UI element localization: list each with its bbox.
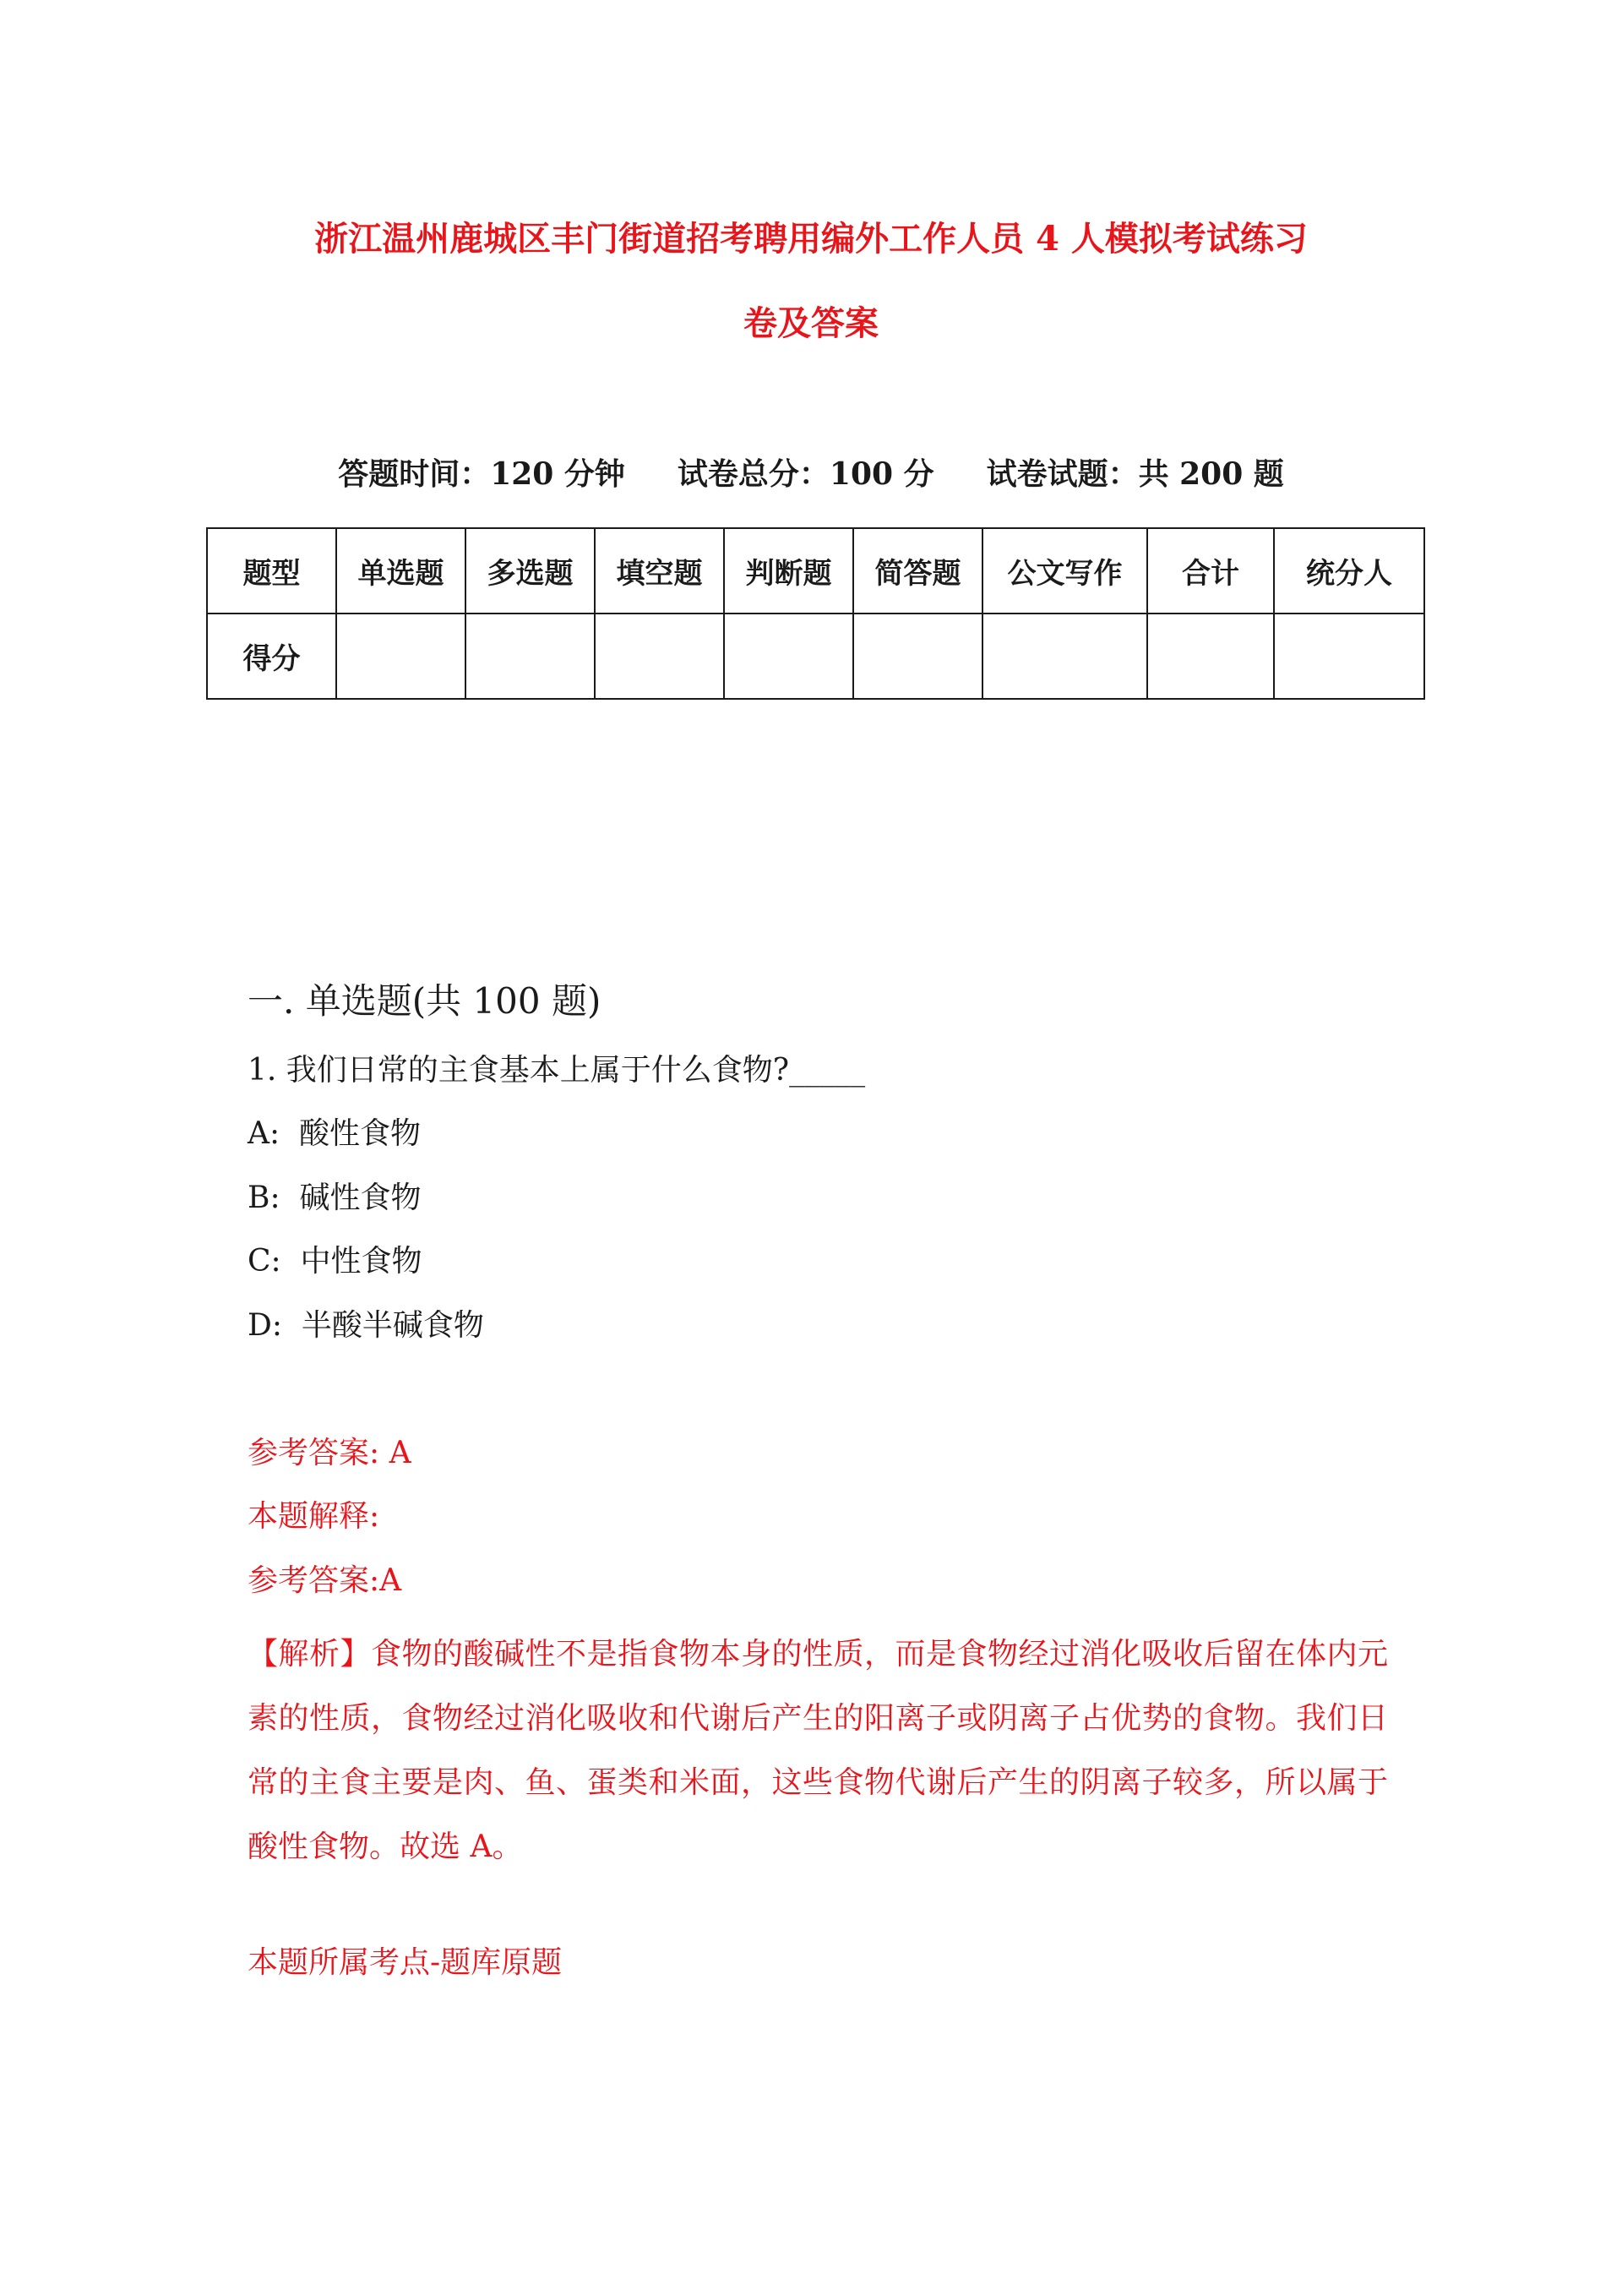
score-table-header-cell: 判断题 bbox=[724, 528, 853, 614]
option-b: B: 碱性食物 bbox=[248, 1181, 422, 1215]
score-table-header-cell: 题型 bbox=[207, 528, 336, 614]
score-table-header-cell: 合计 bbox=[1147, 528, 1274, 614]
score-cell bbox=[595, 614, 724, 699]
exam-time: 答题时间：120 分钟 bbox=[338, 456, 625, 492]
section-heading: 一. 单选题(共 100 题) bbox=[248, 980, 601, 1022]
score-cell bbox=[853, 614, 982, 699]
option-a: A: 酸性食物 bbox=[248, 1116, 422, 1151]
option-d: D: 半酸半碱食物 bbox=[248, 1308, 484, 1343]
score-row-label: 得分 bbox=[207, 614, 336, 699]
score-table-header-cell: 填空题 bbox=[595, 528, 724, 614]
score-cell bbox=[1274, 614, 1424, 699]
option-c: C: 中性食物 bbox=[248, 1244, 422, 1279]
score-table-header-row bbox=[207, 528, 1424, 614]
document-title-line-2: 卷及答案 bbox=[743, 303, 879, 343]
exam-total-score: 试卷总分：100 分 bbox=[677, 456, 934, 492]
analysis-paragraph: 【解析】食物的酸碱性不是指食物本身的性质，而是食物经过消化吸收后留在体内元素的性质，食物经过消化吸收和代谢后产生的阳离子或阴离子占优势的食物。我们日常的主食主要是肉、鱼、蛋类和米面，这些食物代谢后产生的阴离子较多，所以属于酸性食物。故选 A。 bbox=[248, 1637, 1388, 1864]
score-table-header-cell: 单选题 bbox=[336, 528, 465, 614]
score-cell bbox=[465, 614, 595, 699]
score-table bbox=[206, 527, 1425, 700]
score-cell bbox=[982, 614, 1147, 699]
reference-answer: 参考答案: A bbox=[248, 1436, 411, 1470]
score-table-header-cell: 统分人 bbox=[1274, 528, 1424, 614]
score-table-header-cell: 简答题 bbox=[853, 528, 982, 614]
score-table-score-row bbox=[207, 614, 1424, 699]
document-title-line-1: 浙江温州鹿城区丰门街道招考聘用编外工作人员 4 人模拟考试练习 bbox=[314, 219, 1308, 259]
score-cell bbox=[724, 614, 853, 699]
score-cell bbox=[336, 614, 465, 699]
reference-answer-repeat: 参考答案:A bbox=[248, 1563, 402, 1598]
score-table-header-cell: 多选题 bbox=[465, 528, 595, 614]
explanation-label: 本题解释: bbox=[248, 1499, 380, 1534]
score-cell bbox=[1147, 614, 1274, 699]
question-text: 1. 我们日常的主食基本上属于什么食物?_____ bbox=[248, 1053, 866, 1088]
exam-question-count: 试卷试题：共 200 题 bbox=[986, 456, 1284, 492]
exam-info bbox=[203, 455, 1419, 493]
knowledge-point: 本题所属考点-题库原题 bbox=[248, 1945, 563, 1980]
score-table-header-cell: 公文写作 bbox=[982, 528, 1147, 614]
